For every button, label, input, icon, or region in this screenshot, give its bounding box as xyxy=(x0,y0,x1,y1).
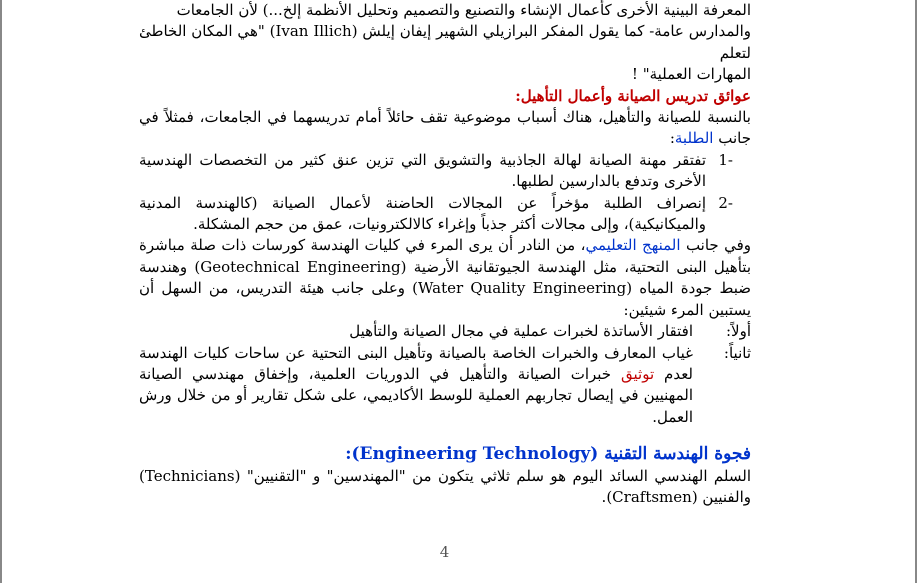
second-word-red: توثيق xyxy=(620,364,655,383)
list-item xyxy=(139,343,751,429)
page-right-edge xyxy=(915,0,917,583)
obstacles-heading: عوائق تدريس الصيانة وأعمال التأهيل: xyxy=(515,86,751,105)
paragraph: بالنسبة للصيانة والتأهيل، هناك أسباب موضوعية تقف حائلاً أمام تدريسهما في الجامعات، فمثلاً في جانب الطلبة: xyxy=(139,108,751,148)
intro-line: المعرفة البينية الأخرى كأعمال الإنشاء والتصنيع والتصميم وتحليل الأنظمة إلخ...) لأن الجامعات xyxy=(176,1,751,19)
curriculum-text: ، من النادر أن يرى المرء في كليات الهندسة كورسات ذات صلة مباشرة بتأهيل البنى التحتية، مثل الهندسة الجيوتقانية الأرضية (Geotechnical Engineering) وهندسة ضبط جودة المياه (Water Quality Engineering) وعلى جانب هيئة التدريس، من السهل أن يستبين المرء شيئين: xyxy=(139,236,751,319)
list-item-text: إنصراف الطلبة مؤخراً عن المجالات الحاضنة لأعمال الصيانة (كالهندسة المدنية والميكانيكية)، وإلى مجالات أكثر جذباً وإغراء كالالكترونيات، عمق من حجم المشكلة. xyxy=(139,193,706,234)
intro-line: المهارات العملية" ! xyxy=(631,65,751,84)
eng-heading: فجوة الهندسة التقنية (Engineering Technology): xyxy=(345,444,751,465)
curriculum-prefix: وفي جانب xyxy=(685,236,751,255)
second-text-b: خبرات الصيانة والتأهيل في الدوريات العلمية، وإخفاق مهندسي الصيانة المهنيين في إيصال تجاربهم العملية للوسط الأكاديمي، على شكل تقارير أو من خلال ورش العمل. xyxy=(139,364,693,426)
list-item-text: تفتقر مهنة الصيانة لهالة الجاذبية والتشويق التي تزين عنق كثير من التخصصات الهندسية الأخرى وتدفع بالدارسين لطلبها. xyxy=(139,150,706,191)
students-side-prefix: في جانب xyxy=(139,108,751,148)
obstacles-intro: بالنسبة للصيانة والتأهيل، هناك أسباب موضوعية تقف حائلاً أمام تدريسهما في الجامعات، فمثلاً xyxy=(164,108,751,127)
first-label: أولاً: xyxy=(725,322,751,341)
list-item xyxy=(139,321,751,342)
second-text xyxy=(139,343,693,429)
page-number: 4 xyxy=(439,543,450,561)
page-left-edge xyxy=(0,0,2,583)
list-item-number: -2 xyxy=(718,193,733,212)
list-item xyxy=(139,150,751,193)
curriculum-paragraph xyxy=(139,235,751,321)
second-text-a: غياب المعارف والخبرات الخاصة بالصيانة وتأهيل البنى التحتية عن ساحات كليات الهندسة لعدم xyxy=(139,343,693,383)
eng-paragraph: السلم الهندسي السائد اليوم هو سلم ثلاثي يتكون من "المهندسين" و "التقنيين" (Technicians) والفنيين (Craftsmen). xyxy=(139,466,751,506)
document-body xyxy=(139,0,751,508)
list-item xyxy=(139,193,751,236)
intro-line: والمدارس عامة- كما يقول المفكر البرازيلي الشهير إيفان إيلش (Ivan Illich) "هي المكان الخاطئ لتعلم xyxy=(139,22,751,62)
second-label: ثانياً: xyxy=(723,343,751,362)
first-text: افتقار الأساتذة لخبرات عملية في مجال الصيانة والتأهيل xyxy=(349,322,693,341)
students-side-word: الطلبة xyxy=(674,129,714,148)
curriculum-word: المنهج التعليمي xyxy=(585,236,681,255)
list-item-number: -1 xyxy=(718,150,733,169)
